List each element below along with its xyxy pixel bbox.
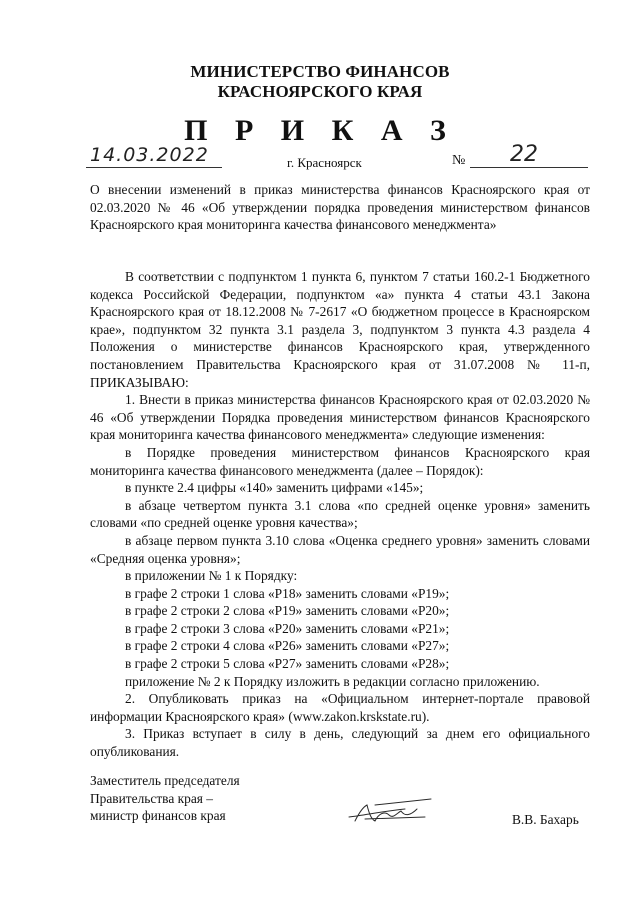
item-1-point-3-1: в абзаце четвертом пункта 3.1 слова «по средней оценке уровня» заменить словами «по средней оценке уровня качества»; bbox=[90, 497, 590, 531]
item-2-paragraph: 2. Опубликовать приказ на «Официальном интернет-портале правовой информации Красноярского края» (www.zakon.krskstate.ru). bbox=[90, 691, 590, 724]
preamble-paragraph: В соответствии с подпунктом 1 пункта 6, пунктом 7 статьи 160.2-1 Бюджетного кодекса Российской Федерации, подпунктом «а» пункта 4 статьи 43.1 Закона Красноярского края от 18.12.2008 № 7-2617 «О бюджетном процессе в Красноярском крае», подпунктом 32 пункта 3.1 раздела 3, подпунктом 3 пункта 4.3 раздела 4 Положения о министерстве финансов Красноярского края, утвержденного постановлением Правительства Красноярского края от 31.07.2008 № 11-п, ПРИКАЗЫВАЮ: bbox=[90, 269, 590, 390]
item-1-appendix-1: в приложении № 1 к Порядку: bbox=[125, 568, 298, 584]
number-underline bbox=[470, 167, 588, 168]
item-1-procedure-paragraph: в Порядке проведения министерством финансов Красноярского края мониторинга качества финансового менеджмента (далее – Порядок): bbox=[90, 444, 590, 478]
organization-name-line2: КРАСНОЯРСКОГО КРАЯ bbox=[217, 82, 423, 101]
item-1-point-3-10: в абзаце первом пункта 3.10 слова «Оценка среднего уровня» заменить словами «Средняя оценка уровня»; bbox=[90, 532, 590, 566]
item-1-row-1: в графе 2 строки 1 слова «P18» заменить словами «P19»; bbox=[125, 585, 450, 601]
signer-position-line2: Правительства края – bbox=[90, 790, 213, 806]
item-1-row-4: в графе 2 строки 4 слова «P26» заменить словами «P27»; bbox=[125, 638, 450, 654]
date-underline bbox=[86, 167, 222, 168]
item-1-row-5: в графе 2 строки 5 слова «P27» заменить словами «P28»; bbox=[125, 656, 450, 672]
item-1-point-2-4: в пункте 2.4 цифры «140» заменить цифрами «145»; bbox=[125, 480, 424, 496]
handwritten-signature bbox=[345, 795, 435, 829]
item-1-row-3: в графе 2 строки 3 слова «P20» заменить словами «P21»; bbox=[125, 620, 450, 636]
number-sign: № bbox=[452, 153, 466, 168]
signer-position-line1: Заместитель председателя bbox=[90, 773, 240, 788]
signer-position-line3: министр финансов края bbox=[90, 808, 226, 824]
document-type-title: П Р И К А З bbox=[184, 114, 456, 147]
order-subject: О внесении изменений в приказ министерства финансов Красноярского края от 02.03.2020 № 46 «Об утверждении порядка проведения министерством финансов Красноярского края мониторинга качества финансового менеджмента» bbox=[90, 182, 590, 233]
organization-name-line1: МИНИСТЕРСТВО ФИНАНСОВ bbox=[190, 62, 450, 81]
handwritten-date: 14.03.2022 bbox=[90, 144, 209, 166]
city-label: г. Красноярск bbox=[287, 155, 362, 170]
item-1-paragraph: 1. Внести в приказ министерства финансов Красноярского края от 02.03.2020 № 46 «Об утверждении Порядка проведения министерством финансов Красноярского края мониторинга качества финансового менеджмента» следующие изменения: bbox=[90, 392, 590, 443]
signer-name: В.В. Бахарь bbox=[512, 812, 579, 827]
item-3-paragraph: 3. Приказ вступает в силу в день, следующий за днем его официального опубликования. bbox=[90, 726, 590, 760]
item-1-row-2: в графе 2 строки 2 слова «P19» заменить словами «P20»; bbox=[125, 603, 450, 619]
handwritten-order-number: 22 bbox=[510, 142, 538, 167]
order-body bbox=[90, 268, 590, 761]
signer-position bbox=[90, 772, 240, 825]
item-1-appendix-2: приложение № 2 к Порядку изложить в редакции согласно приложению. bbox=[125, 673, 540, 689]
